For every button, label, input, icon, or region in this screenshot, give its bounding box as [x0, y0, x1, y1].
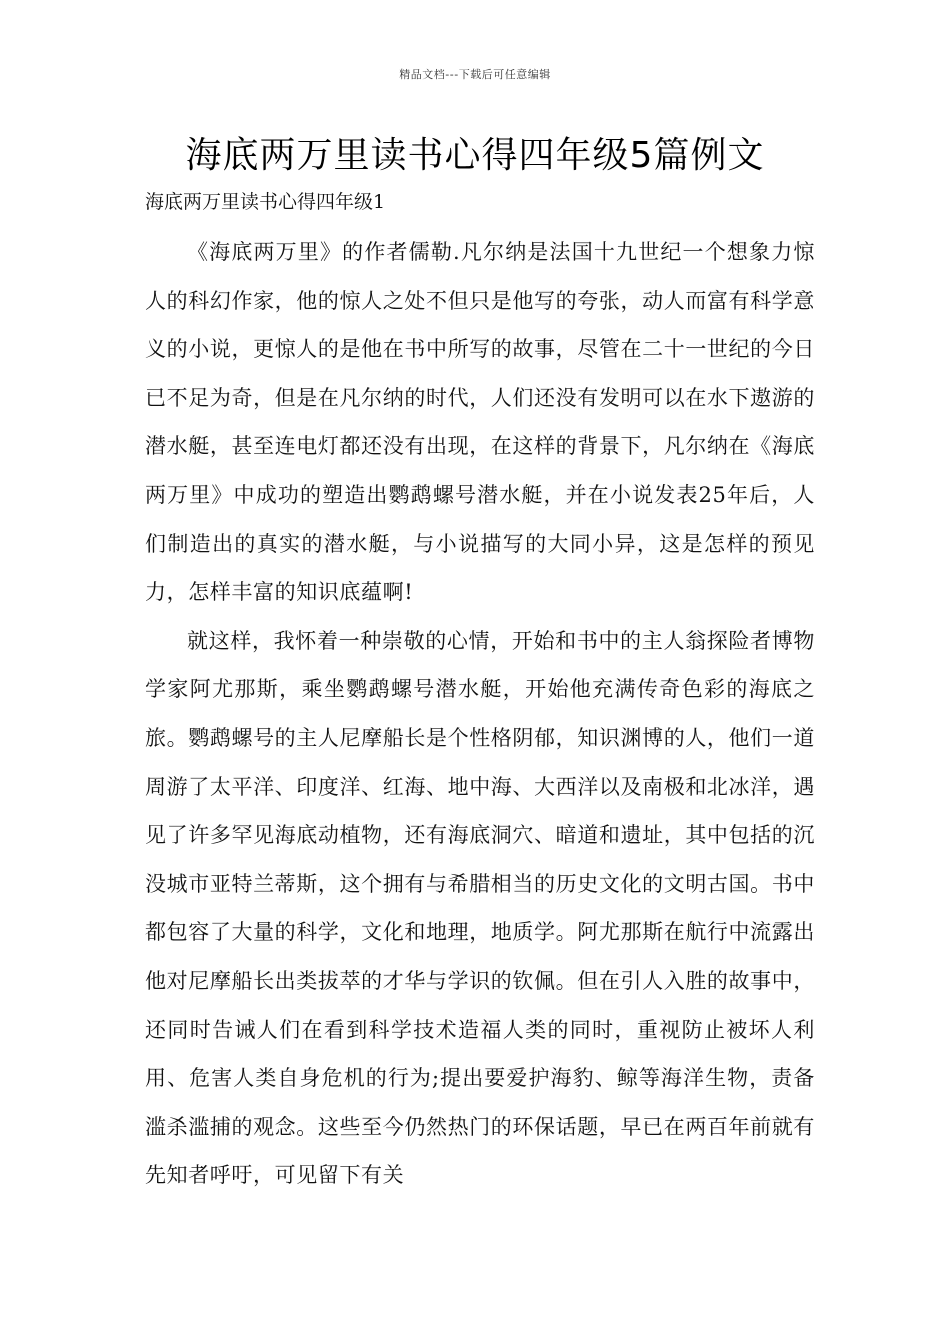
page-header: 精品文档---下载后可任意编辑 — [399, 68, 551, 81]
body-text — [145, 228, 815, 1200]
document-title: 海底两万里读书心得四年级5篇例文 — [185, 135, 765, 176]
paragraph: 《海底两万里》的作者儒勒.凡尔纳是法国十九世纪一个想象力惊人的科幻作家，他的惊人之处不但只是他写的夸张，动人而富有科学意义的小说，更惊人的是他在书中所写的故事，尽管在二十一世纪的今日已不足为奇，但是在凡尔纳的时代，人们还没有发明可以在水下遨游的潜水艇，甚至连电灯都还没有出现，在这样的背景下，凡尔纳在《海底两万里》中成功的塑造出鹦鹉螺号潜水艇，并在小说发表25年后，人们制造出的真实的潜水艇，与小说描写的大同小异，这是怎样的预见力，怎样丰富的知识底蕴啊! — [145, 240, 815, 605]
paragraph: 就这样，我怀着一种崇敬的心情，开始和书中的主人翁探险者博物学家阿尤那斯，乘坐鹦鹉螺号潜水艇，开始他充满传奇色彩的海底之旅。鹦鹉螺号的主人尼摩船长是个性格阴郁，知识渊博的人，他们一道周游了太平洋、印度洋、红海、地中海、大西洋以及南极和北冰洋，遇见了许多罕见海底动植物，还有海底洞穴、暗道和遗址，其中包括的沉没城市亚特兰蒂斯，这个拥有与希腊相当的历史文化的文明古国。书中都包容了大量的科学，文化和地理，地质学。阿尤那斯在航行中流露出他对尼摩船长出类拔萃的才华与学识的钦佩。但在引人入胜的故事中，还同时告诫人们在看到科学技术造福人类的同时，重视防止被坏人利用、危害人类自身危机的行为;提出要爱护海豹、鲸等海洋生物，责备滥杀滥捕的观念。这些至今仍然热门的环保话题，早已在两百年前就有先知者呼吁，可见留下有关 — [145, 628, 815, 1188]
section-subheading: 海底两万里读书心得四年级1 — [145, 191, 386, 213]
